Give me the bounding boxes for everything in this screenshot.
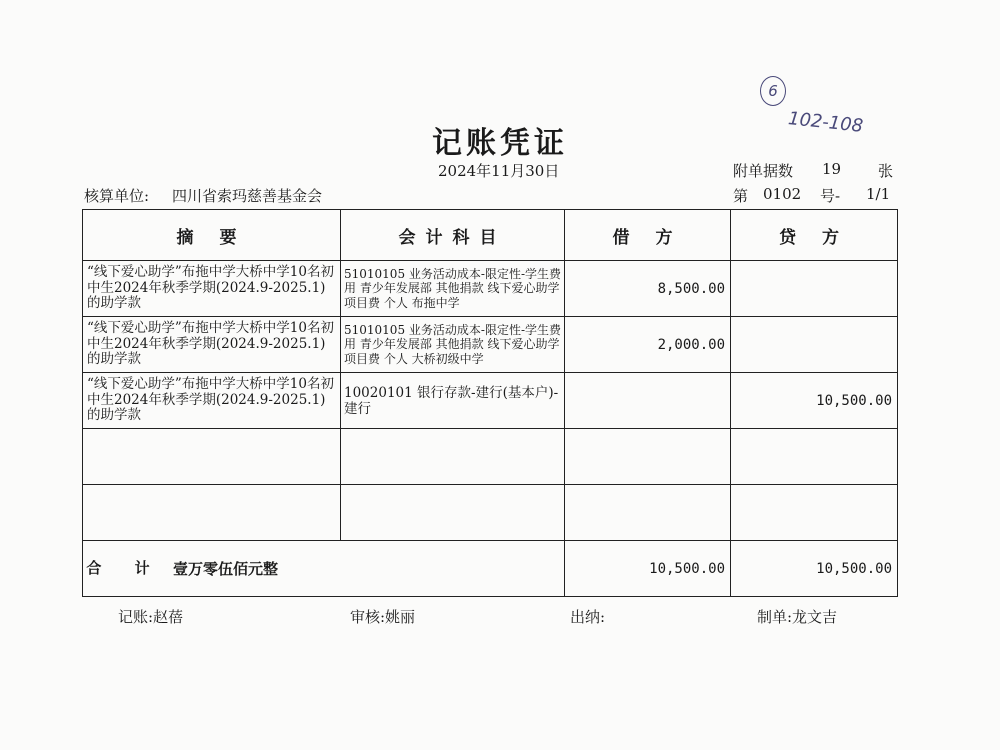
attachment-label: 附单据数 (733, 162, 794, 180)
header-account: 会计科目 (341, 210, 565, 261)
total-debit: 10,500.00 (565, 541, 731, 597)
voucher-title: 记账凭证 (432, 126, 568, 161)
cashier: 出纳: (570, 608, 606, 626)
row-debit (565, 373, 731, 429)
row-credit (731, 317, 898, 373)
unit-label: 核算单位: (84, 187, 150, 205)
total-row (83, 541, 898, 597)
voucher-range-annotation: 102-108 (787, 108, 865, 137)
empty-cell (731, 485, 898, 541)
voucher-date: 2024年11月30日 (438, 162, 560, 180)
table-row (83, 261, 898, 317)
unit-name: 四川省索玛慈善基金会 (172, 187, 323, 205)
table-header-row (83, 210, 898, 261)
empty-cell (731, 429, 898, 485)
reviewer: 审核:姚丽 (350, 608, 416, 626)
header-summary: 摘 要 (83, 210, 341, 261)
total-label: 合 计 (86, 559, 164, 577)
attachment-count: 19 (822, 160, 842, 178)
empty-cell (83, 429, 341, 485)
header-debit: 借 方 (565, 210, 731, 261)
total-label-cell (83, 541, 565, 597)
circled-number-annotation: 6 (760, 76, 786, 106)
empty-row (83, 429, 898, 485)
attachment-unit: 张 (878, 162, 894, 180)
total-credit: 10,500.00 (731, 541, 898, 597)
row-account: 10020101 银行存款-建行(基本户)-建行 (341, 373, 565, 429)
empty-cell (565, 429, 731, 485)
preparer: 制单:龙文吉 (757, 608, 838, 626)
row-account: 51010105 业务活动成本-限定性-学生费用 青少年发展部 其他捐款 线下爱心助学 项目费 个人 大桥初级中学 (341, 317, 565, 373)
voucher-number-prefix: 第 (733, 187, 749, 205)
voucher-number: 0102 (763, 185, 802, 203)
empty-cell (341, 429, 565, 485)
row-summary: “线下爱心助学”布拖中学大桥中学10名初中生2024年秋季学期(2024.9-2025.1)的助学款 (83, 317, 341, 373)
row-credit: 10,500.00 (731, 373, 898, 429)
row-summary: “线下爱心助学”布拖中学大桥中学10名初中生2024年秋季学期(2024.9-2025.1)的助学款 (83, 261, 341, 317)
row-credit (731, 261, 898, 317)
row-debit: 2,000.00 (565, 317, 731, 373)
row-account: 51010105 业务活动成本-限定性-学生费用 青少年发展部 其他捐款 线下爱心助学 项目费 个人 布拖中学 (341, 261, 565, 317)
voucher-table (82, 209, 898, 597)
table-row (83, 317, 898, 373)
table-row (83, 373, 898, 429)
empty-row (83, 485, 898, 541)
voucher-page: 1/1 (866, 185, 891, 203)
empty-cell (565, 485, 731, 541)
empty-cell (83, 485, 341, 541)
header-credit: 贷 方 (731, 210, 898, 261)
empty-cell (341, 485, 565, 541)
row-summary: “线下爱心助学”布拖中学大桥中学10名初中生2024年秋季学期(2024.9-2025.1)的助学款 (83, 373, 341, 429)
total-chinese-amount: 壹万零伍佰元整 (173, 560, 279, 578)
row-debit: 8,500.00 (565, 261, 731, 317)
voucher-number-suffix: 号- (820, 187, 841, 205)
bookkeeper: 记账:赵蓓 (118, 608, 184, 626)
